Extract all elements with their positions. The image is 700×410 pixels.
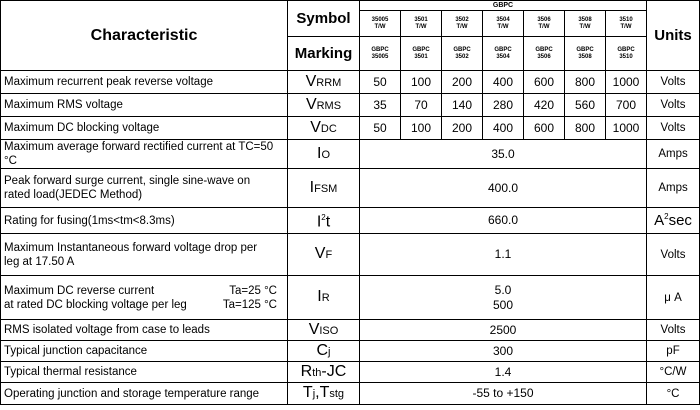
merged-value: 300: [360, 341, 647, 362]
row-ir: [1, 276, 700, 320]
row-unit: Amps: [647, 140, 700, 169]
row-vdc: [1, 117, 700, 140]
header-marking: Marking: [288, 37, 360, 71]
value-cell: 560: [565, 94, 606, 117]
type-cell: 3506 T/W: [524, 11, 565, 37]
row-label: Maximum recurrent peak reverse voltage: [1, 71, 288, 94]
row-ifsm: [1, 169, 700, 208]
value-cell: 100: [401, 71, 442, 94]
row-unit: Volts: [647, 234, 700, 276]
condition-text: Ta=25 °C: [229, 284, 277, 297]
row-label: Maximum DC blocking voltage: [1, 117, 288, 140]
value-cell: 400: [483, 71, 524, 94]
row-symbol: VRMS: [288, 94, 360, 117]
merged-value: 400.0: [360, 169, 647, 208]
row-unit: Volts: [647, 94, 700, 117]
row-vrrm: [1, 71, 700, 94]
row-unit: °C: [647, 383, 700, 405]
marking-cell: GBPC 35005: [360, 37, 401, 71]
type-cell: 3504 T/W: [483, 11, 524, 37]
row-label: Rating for fusing(1ms<tm<8.3ms): [1, 208, 288, 234]
type-cell: 35005 T/W: [360, 11, 401, 37]
row-unit: $A^2\sec$: [647, 208, 700, 234]
value-cell: 800: [565, 117, 606, 140]
type-cell: 3510 T/W: [606, 11, 647, 37]
marking-cell: GBPC 3502: [442, 37, 483, 71]
merged-value: 2500: [360, 320, 647, 341]
header-group: GBPC: [360, 1, 647, 11]
row-symbol: IO: [288, 140, 360, 169]
row-label: Maximum average forward rectified current at TC=50 °C: [1, 140, 288, 169]
row-symbol: VDC: [288, 117, 360, 140]
row-symbol: IFSM: [288, 169, 360, 208]
merged-value: 660.0: [360, 208, 647, 234]
row-vf: [1, 234, 700, 276]
row-unit: °C/W: [647, 362, 700, 383]
marking-cell: GBPC 3504: [483, 37, 524, 71]
merged-value: 1.1: [360, 234, 647, 276]
condition-text: Ta=125 °C: [222, 298, 277, 311]
row-unit: Volts: [647, 320, 700, 341]
value-cell: 140: [442, 94, 483, 117]
type-cell: 3508 T/W: [565, 11, 606, 37]
marking-cell: GBPC 3508: [565, 37, 606, 71]
value-cell: 1000: [606, 117, 647, 140]
type-cell: 3502 T/W: [442, 11, 483, 37]
value-cell: 800: [565, 71, 606, 94]
row-label: Peak forward surge current, single sine-wave on rated load(JEDEC Method): [1, 169, 288, 208]
row-unit: Volts: [647, 117, 700, 140]
merged-value: 35.0: [360, 140, 647, 169]
header-units: Units: [647, 1, 700, 71]
merged-value: -55 to +150: [360, 383, 647, 405]
row-tj: [1, 383, 700, 405]
row-label: Operating junction and storage temperature range: [1, 383, 288, 405]
row-label: Maximum DC reverse current Ta=25 °C at rated DC blocking voltage per leg Ta=125 °C: [1, 276, 288, 320]
value-cell: 200: [442, 117, 483, 140]
marking-cell: GBPC 3510: [606, 37, 647, 71]
row-symbol: VF: [288, 234, 360, 276]
marking-cell: GBPC 3506: [524, 37, 565, 71]
row-symbol: Cj: [288, 341, 360, 362]
value-cell: 600: [524, 117, 565, 140]
value-cell: 280: [483, 94, 524, 117]
row-symbol: $I^2t$: [288, 208, 360, 234]
row-symbol: VRRM: [288, 71, 360, 94]
value-cell: 100: [401, 117, 442, 140]
value-cell: 200: [442, 71, 483, 94]
value-cell: 420: [524, 94, 565, 117]
value-cell: 1000: [606, 71, 647, 94]
row-cj: [1, 341, 700, 362]
row-label: Maximum Instantaneous forward voltage drop per leg at 17.50 A: [1, 234, 288, 276]
row-symbol: Rth-JC: [288, 362, 360, 383]
row-symbol: IR: [288, 276, 360, 320]
row-io: [1, 140, 700, 169]
row-label: Typical thermal resistance: [1, 362, 288, 383]
row-label: Maximum RMS voltage: [1, 94, 288, 117]
value-cell: 70: [401, 94, 442, 117]
row-vrms: [1, 94, 700, 117]
row-rth: [1, 362, 700, 383]
value-cell: 50: [360, 117, 401, 140]
marking-cell: GBPC 3501: [401, 37, 442, 71]
row-symbol: Tj,Tstg: [288, 383, 360, 405]
value-cell: 600: [524, 71, 565, 94]
row-i2t: [1, 208, 700, 234]
row-label: Typical junction capacitance: [1, 341, 288, 362]
row-unit: Volts: [647, 71, 700, 94]
merged-value: 5.0 500: [360, 276, 647, 320]
header-symbol: Symbol: [288, 1, 360, 37]
row-viso: [1, 320, 700, 341]
value-cell: 400: [483, 117, 524, 140]
row-label: RMS isolated voltage from case to leads: [1, 320, 288, 341]
row-unit: μ A: [647, 276, 700, 320]
type-cell: 3501 T/W: [401, 11, 442, 37]
row-unit: pF: [647, 341, 700, 362]
value-cell: 35: [360, 94, 401, 117]
value-cell: 50: [360, 71, 401, 94]
row-symbol: VISO: [288, 320, 360, 341]
row-unit: Amps: [647, 169, 700, 208]
header-characteristic: Characteristic: [1, 1, 288, 71]
value-cell: 700: [606, 94, 647, 117]
merged-value: 1.4: [360, 362, 647, 383]
